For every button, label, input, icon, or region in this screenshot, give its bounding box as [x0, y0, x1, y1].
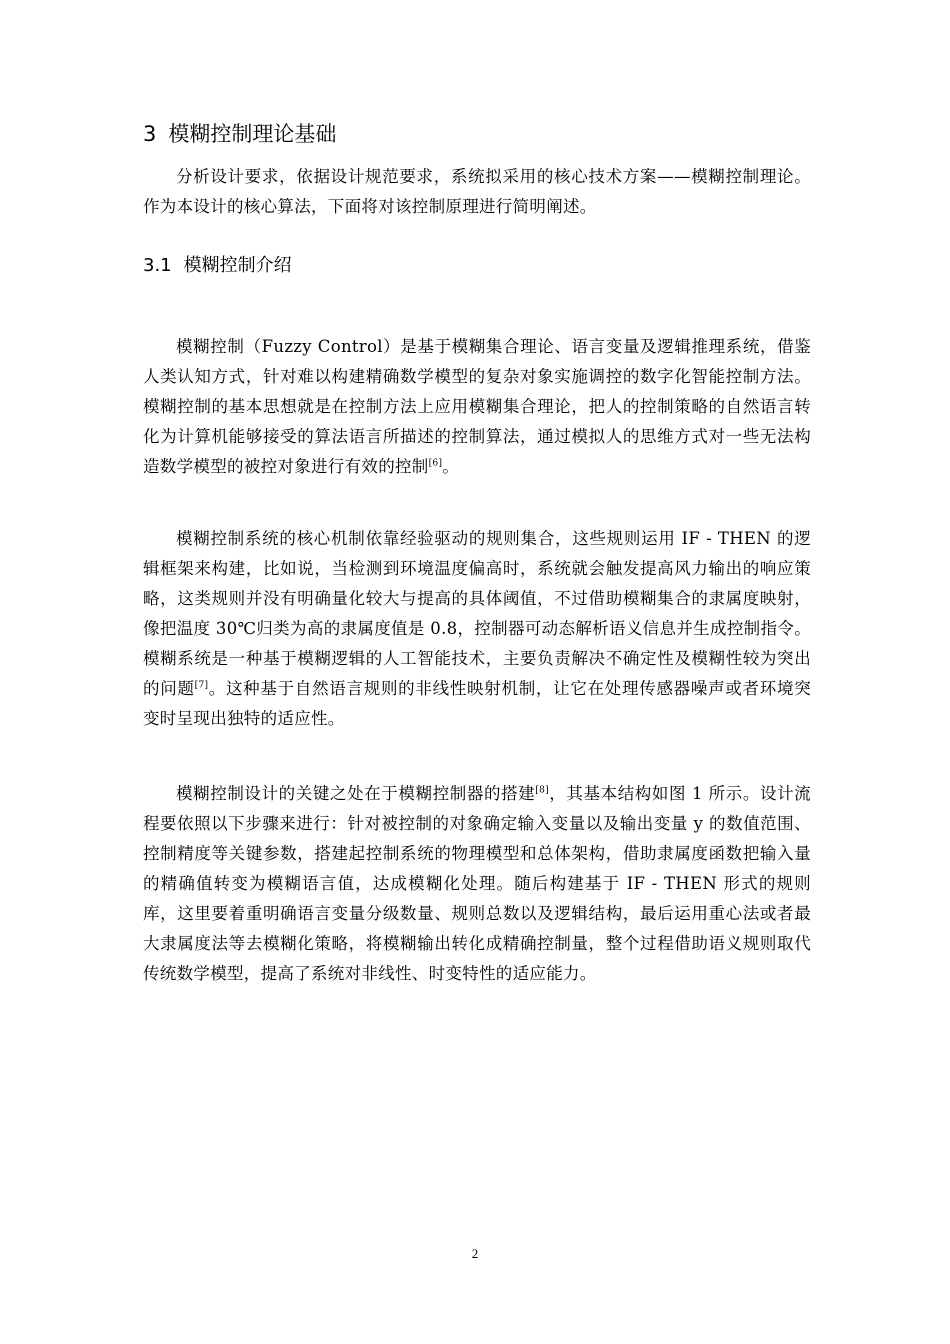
chapter-number: 3 [143, 122, 157, 146]
citation-7: [7] [194, 680, 209, 691]
body-paragraph-1 [143, 332, 811, 482]
body-paragraph-2 [143, 524, 811, 734]
intro-paragraph: 分析设计要求，依据设计规范要求，系统拟采用的核心技术方案——模糊控制理论。作为本设计的核心算法，下面将对该控制原理进行简明阐述。 [143, 167, 811, 216]
paragraph-3-text-after: ，其基本结构如图 1 所示。设计流程要依照以下步骤来进行：针对被控制的对象确定输入变量以及输出变量 y 的数值范围、控制精度等关键参数，搭建起控制系统的物理模型和总体架构，借助隶属度函数把输入量的精确值转变为模糊语言值，达成模糊化处理。随后构建基于 IF - THEN 形式的规则库，这里要着重明确语言变量分级数量、规则总数以及逻辑结构，最后运用重心法或者最大隶属度法等去模糊化策略，将模糊输出转化成精确控制量，整个过程借助语义规则取代传统数学模型，提高了系统对非线性、时变特性的适应能力。 [143, 784, 811, 983]
body-paragraph-3 [143, 779, 811, 989]
paragraph-3-text-before: 模糊控制设计的关键之处在于模糊控制器的搭建 [176, 784, 536, 803]
chapter-heading [143, 118, 336, 150]
paragraph-2-text-after: 。这种基于自然语言规则的非线性映射机制，让它在处理传感器噪声或者环境突变时呈现出独特的适应性。 [143, 679, 812, 728]
paragraph-1-text: 模糊控制（Fuzzy Control）是基于模糊集合理论、语言变量及逻辑推理系统，借鉴人类认知方式，针对难以构建精确数学模型的复杂对象实施调控的数字化智能控制方法。模糊控制的基本思想就是在控制方法上应用模糊集合理论，把人的控制策略的自然语言转化为计算机能够接受的算法语言所描述的控制算法，通过模拟人的思维方式对一些无法构造数学模型的被控对象进行有效的控制 [143, 337, 811, 476]
paragraph-1-tail: 。 [442, 457, 460, 476]
section-heading [143, 252, 292, 280]
citation-8: [8] [535, 785, 549, 796]
page-number: 2 [471, 1246, 479, 1261]
paragraph-2-text-before: 模糊控制系统的核心机制依靠经验驱动的规则集合，这些规则运用 IF - THEN 的逻辑框架来构建，比如说，当检测到环境温度偏高时，系统就会触发提高风力输出的响应策略，这类规则并没有明确量化较大与提高的具体阈值，不过借助模糊集合的隶属度映射，像把温度 30℃归类为高的隶属度值是 0.8，控制器可动态解析语义信息并生成控制指令。模糊系统是一种基于模糊逻辑的人工智能技术，主要负责解决不确定性及模糊性较为突出的问题 [143, 529, 811, 698]
citation-6: [6] [428, 458, 443, 469]
chapter-title: 模糊控制理论基础 [168, 122, 337, 146]
section-title: 模糊控制介绍 [183, 255, 292, 276]
section-number: 3.1 [143, 255, 172, 276]
